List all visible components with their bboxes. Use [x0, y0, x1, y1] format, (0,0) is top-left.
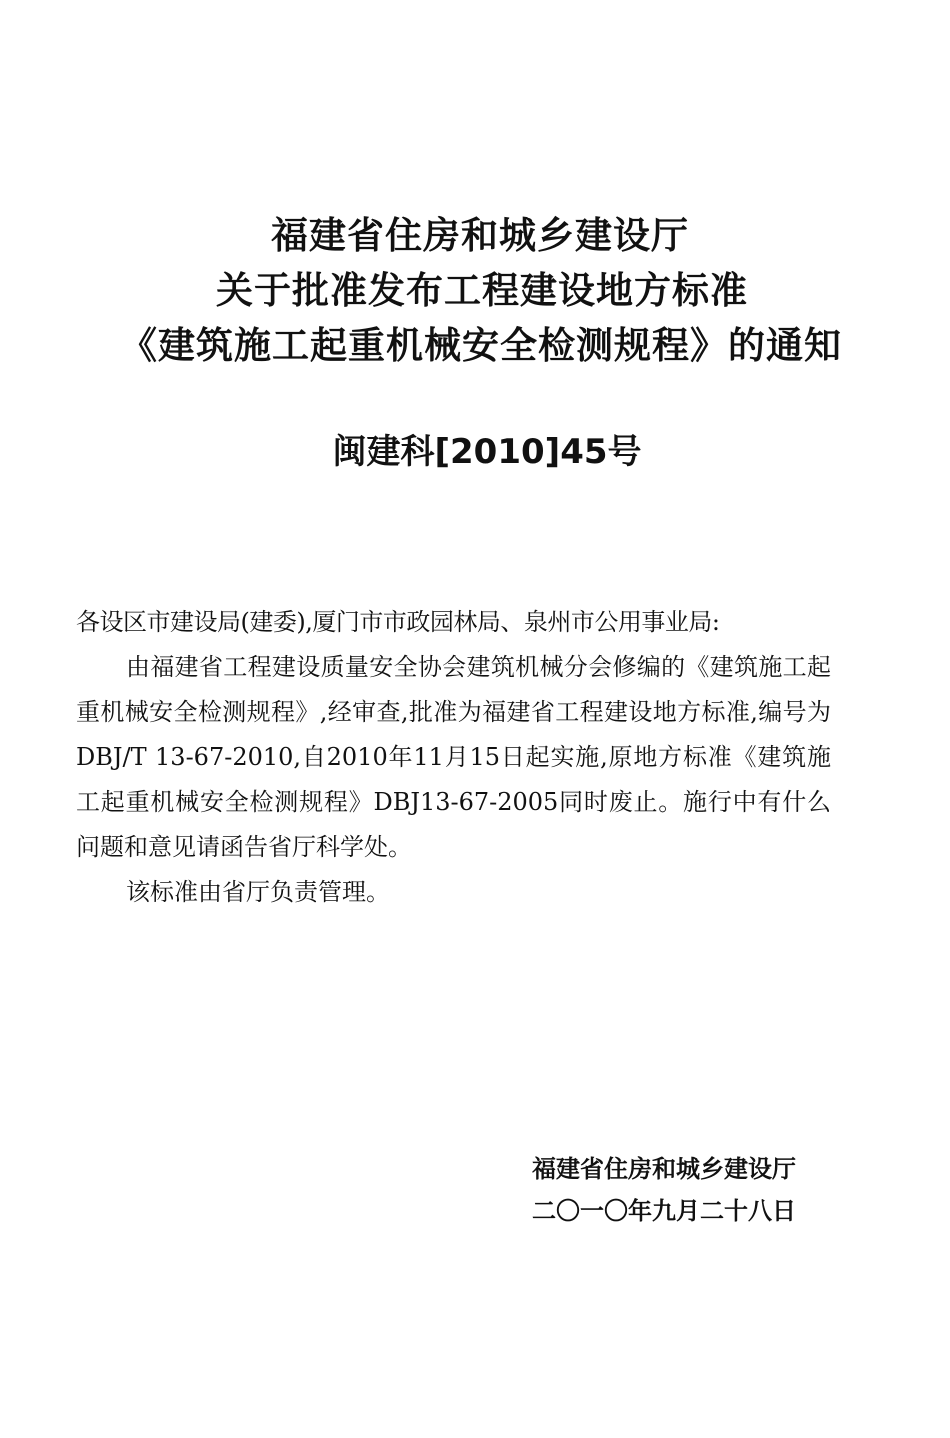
document-title [0, 208, 950, 373]
title-line-3: 《建筑施工起重机械安全检测规程》的通知 [120, 324, 842, 367]
body-paragraph-1: 由福建省工程建设质量安全协会建筑机械分会修编的《建筑施工起重机械安全检测规程》,经审查,批准为福建省工程建设地方标准,编号为DBJ/T 13-67-2010,自2010年11月15日起实施,原地方标准《建筑施工起重机械安全检测规程》DBJ13-67-2005同时废止。施行中有什么问题和意见请函告省厅科学处。 [76, 653, 831, 861]
document-body [76, 600, 831, 915]
addressee-line: 各设区市建设局(建委),厦门市市政园林局、泉州市公用事业局: [76, 608, 720, 636]
signature-block [532, 1148, 852, 1232]
issue-date: 二〇一〇年九月二十八日 [532, 1197, 796, 1225]
title-line-2: 关于批准发布工程建设地方标准 [216, 269, 748, 312]
title-line-1: 福建省住房和城乡建设厅 [271, 214, 689, 257]
issuer-name: 福建省住房和城乡建设厅 [532, 1155, 796, 1183]
body-paragraph-2: 该标准由省厅负责管理。 [126, 878, 390, 906]
document-number: 闽建科[2010]45号 [332, 432, 642, 472]
